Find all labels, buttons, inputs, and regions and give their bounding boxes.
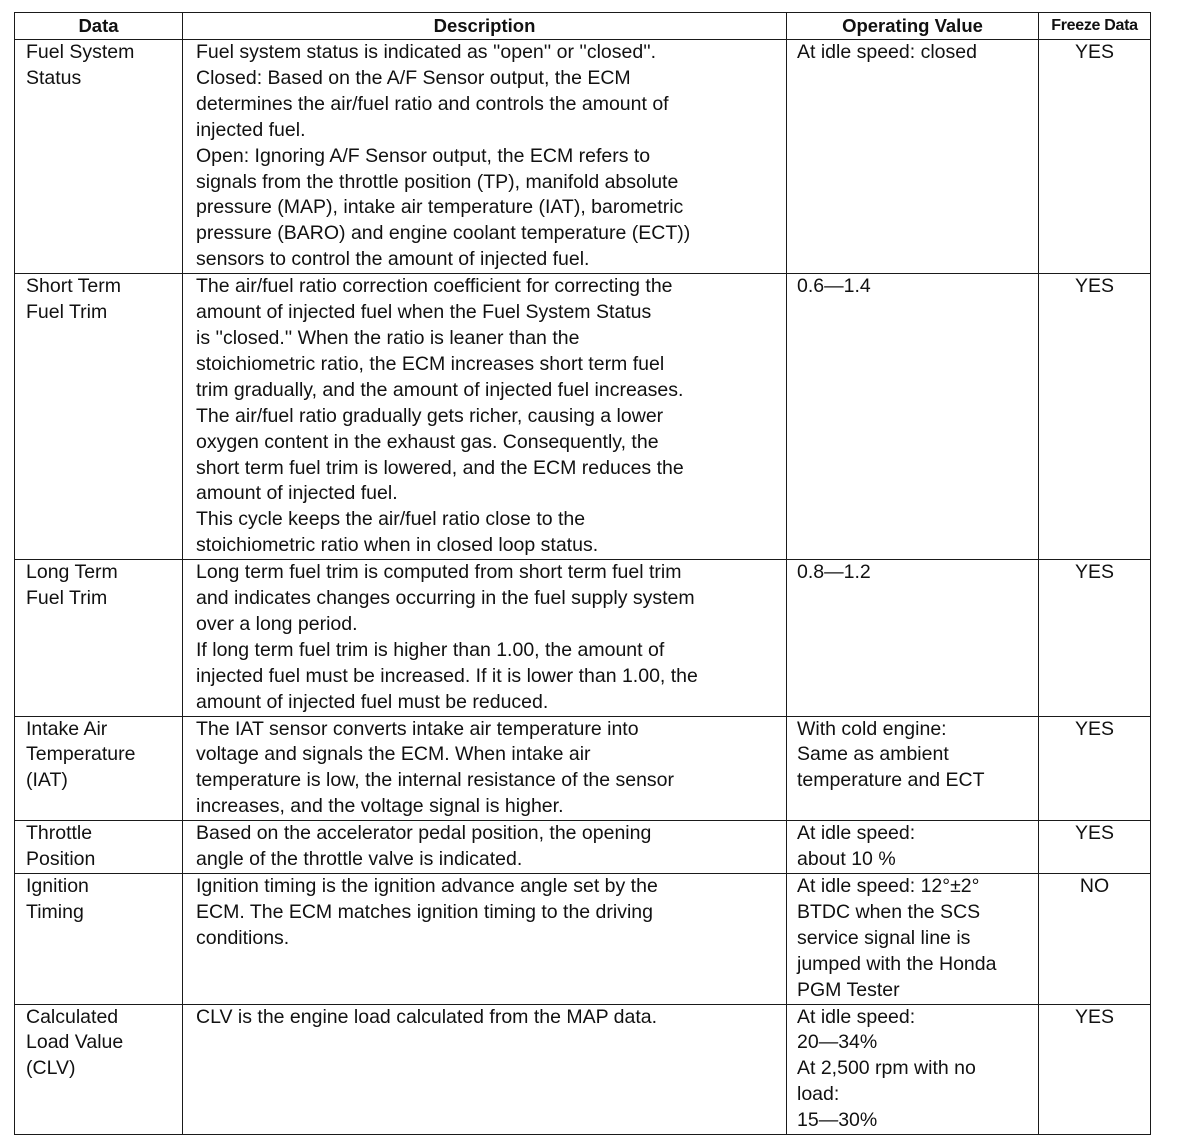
header-row <box>15 13 1151 40</box>
description-cell-line: Closed: Based on the A/F Sensor output, the ECM <box>196 66 631 89</box>
description-cell-line: The IAT sensor converts intake air temperature into <box>196 717 639 740</box>
freeze-data-cell: YES <box>1039 560 1151 716</box>
description-cell-line: injected fuel. <box>196 118 306 141</box>
description-cell-line: Open: Ignoring A/F Sensor output, the ECM refers to <box>196 144 651 167</box>
freeze-data-cell: YES <box>1039 40 1151 274</box>
description-cell-line: ECM. The ECM matches ignition timing to the driving <box>196 900 653 923</box>
description-cell-line: stoichiometric ratio when in closed loop status. <box>196 534 599 557</box>
description-cell-line: temperature is low, the internal resistance of the sensor <box>196 769 674 792</box>
header-operating-value: Operating Value <box>787 13 1039 40</box>
operating-value-cell <box>787 874 1039 1005</box>
header-data: Data <box>15 13 183 40</box>
description-cell-line: pressure (MAP), intake air temperature (IAT), barometric <box>196 196 684 219</box>
data-cell-line: Long Term <box>26 561 118 584</box>
description-cell-line: is ''closed.'' When the ratio is leaner than the <box>196 326 580 349</box>
operating-value-cell-line: jumped with the Honda <box>797 952 997 975</box>
description-cell-line: injected fuel must be increased. If it is lower than 1.00, the <box>196 664 698 687</box>
data-cell-line: Calculated <box>26 1005 119 1028</box>
description-cell-line: Fuel system status is indicated as ''open'' or ''closed''. <box>196 41 657 63</box>
data-cell <box>15 716 183 821</box>
operating-value-cell-line: about 10 % <box>797 848 896 871</box>
description-cell-line: Based on the accelerator pedal position, the opening <box>196 822 652 845</box>
operating-value-cell-line: BTDC when the SCS <box>797 900 981 923</box>
operating-value-cell-line: With cold engine: <box>797 717 947 740</box>
operating-value-cell-line: At idle speed: <box>797 822 916 845</box>
description-cell-line: Long term fuel trim is computed from short term fuel trim <box>196 561 682 584</box>
operating-value-cell-line: load: <box>797 1083 840 1106</box>
data-cell <box>15 874 183 1005</box>
description-cell <box>183 40 787 274</box>
operating-value-cell-line: 15—30% <box>797 1109 878 1132</box>
freeze-data-cell: YES <box>1039 1004 1151 1135</box>
data-cell-line: Status <box>26 66 82 89</box>
data-cell-line: Fuel System <box>26 41 135 63</box>
data-cell <box>15 1004 183 1135</box>
description-cell <box>183 716 787 821</box>
description-cell <box>183 874 787 1005</box>
operating-value-cell <box>787 560 1039 716</box>
operating-value-cell <box>787 716 1039 821</box>
data-cell-line: Position <box>26 848 96 871</box>
table-row <box>15 821 1151 874</box>
data-cell <box>15 274 183 560</box>
operating-value-cell-line: At idle speed: <box>797 1005 916 1028</box>
operating-value-cell-line: At idle speed: closed <box>797 41 977 63</box>
freeze-data-cell: YES <box>1039 821 1151 874</box>
operating-value-cell-line: PGM Tester <box>797 978 900 1001</box>
description-cell-line: angle of the throttle valve is indicated. <box>196 848 523 871</box>
operating-value-cell-line: 20—34% <box>797 1031 878 1054</box>
description-cell <box>183 274 787 560</box>
description-cell-line: pressure (BARO) and engine coolant temperature (ECT)) <box>196 222 691 245</box>
description-cell-line: The air/fuel ratio gradually gets richer, causing a lower <box>196 404 664 427</box>
description-cell-line: amount of injected fuel when the Fuel System Status <box>196 301 652 324</box>
description-cell-line: The air/fuel ratio correction coefficient for correcting the <box>196 275 673 298</box>
data-cell-line: Ignition <box>26 875 89 897</box>
data-cell-line: (CLV) <box>26 1057 76 1080</box>
data-cell-line: Fuel Trim <box>26 587 108 610</box>
operating-value-cell-line: At 2,500 rpm with no <box>797 1057 976 1080</box>
data-cell-line: Load Value <box>26 1031 124 1054</box>
table-row <box>15 560 1151 716</box>
header-description: Description <box>183 13 787 40</box>
operating-value-cell-line: temperature and ECT <box>797 769 985 792</box>
data-cell-line: Fuel Trim <box>26 301 108 324</box>
table-row <box>15 274 1151 560</box>
operating-value-cell <box>787 821 1039 874</box>
data-cell <box>15 40 183 274</box>
table-row <box>15 716 1151 821</box>
data-cell-line: Short Term <box>26 275 122 298</box>
data-cell-line: Intake Air <box>26 717 108 740</box>
data-cell-line: Timing <box>26 900 84 923</box>
freeze-data-cell: YES <box>1039 274 1151 560</box>
table-row <box>15 874 1151 1005</box>
data-cell-line: Throttle <box>26 822 93 845</box>
description-cell-line: trim gradually, and the amount of injected fuel increases. <box>196 378 684 401</box>
data-cell-line: Temperature <box>26 743 136 766</box>
description-cell-line: CLV is the engine load calculated from the MAP data. <box>196 1005 658 1028</box>
description-cell-line: amount of injected fuel must be reduced. <box>196 690 549 713</box>
operating-value-cell-line: Same as ambient <box>797 743 949 766</box>
description-cell-line: over a long period. <box>196 612 358 635</box>
description-cell <box>183 821 787 874</box>
description-cell-line: amount of injected fuel. <box>196 482 398 505</box>
description-cell-line: sensors to control the amount of injected fuel. <box>196 248 590 271</box>
data-cell <box>15 821 183 874</box>
description-cell-line: conditions. <box>196 926 290 949</box>
description-cell-line: Ignition timing is the ignition advance angle set by the <box>196 875 658 897</box>
header-freeze-data: Freeze Data <box>1039 13 1151 40</box>
description-cell-line: determines the air/fuel ratio and controls the amount of <box>196 92 669 115</box>
description-cell-line: oxygen content in the exhaust gas. Consequently, the <box>196 430 659 453</box>
description-cell-line: increases, and the voltage signal is higher. <box>196 795 564 818</box>
operating-value-cell-line: service signal line is <box>797 926 971 949</box>
operating-value-cell-line: At idle speed: 12°±2° <box>797 875 980 897</box>
description-cell-line: stoichiometric ratio, the ECM increases short term fuel <box>196 352 665 375</box>
freeze-data-cell: NO <box>1039 874 1151 1005</box>
description-cell-line: and indicates changes occurring in the fuel supply system <box>196 587 695 610</box>
table-body <box>15 40 1151 1135</box>
operating-value-cell <box>787 1004 1039 1135</box>
parameter-table <box>14 12 1151 1135</box>
operating-value-cell <box>787 40 1039 274</box>
operating-value-cell <box>787 274 1039 560</box>
description-cell <box>183 1004 787 1135</box>
description-cell <box>183 560 787 716</box>
description-cell-line: If long term fuel trim is higher than 1.00, the amount of <box>196 638 665 661</box>
description-cell-line: voltage and signals the ECM. When intake air <box>196 743 591 766</box>
freeze-data-cell: YES <box>1039 716 1151 821</box>
description-cell-line: This cycle keeps the air/fuel ratio close to the <box>196 508 586 531</box>
table-row <box>15 40 1151 274</box>
data-cell-line: (IAT) <box>26 769 68 792</box>
table-row <box>15 1004 1151 1135</box>
operating-value-cell-line: 0.6—1.4 <box>797 275 871 298</box>
description-cell-line: short term fuel trim is lowered, and the ECM reduces the <box>196 456 684 479</box>
operating-value-cell-line: 0.8—1.2 <box>797 561 871 584</box>
description-cell-line: signals from the throttle position (TP), manifold absolute <box>196 170 679 193</box>
data-cell <box>15 560 183 716</box>
